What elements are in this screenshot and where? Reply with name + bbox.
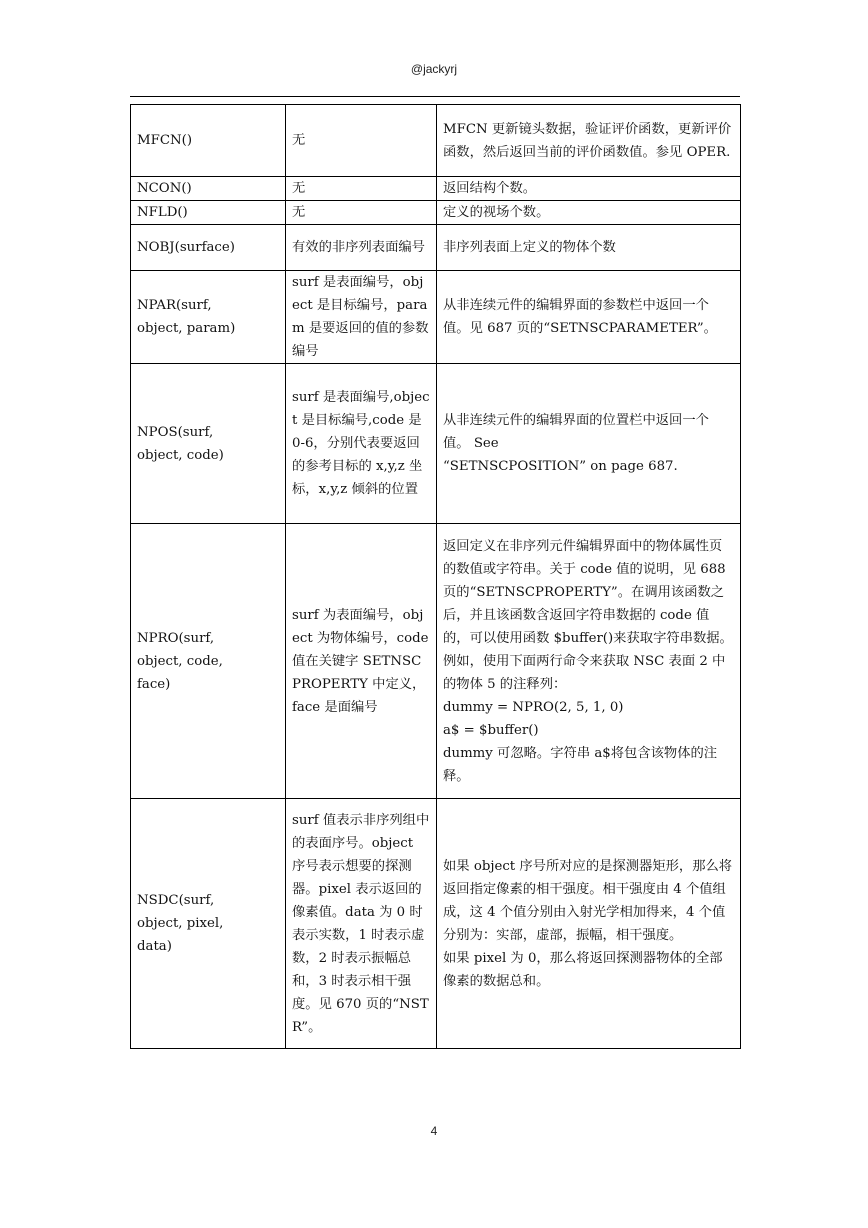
page-number: 4 xyxy=(430,1124,438,1138)
function-name-cell xyxy=(131,271,286,364)
description-text: 定义的视场个数。 xyxy=(443,205,550,220)
function-name-cell xyxy=(131,177,286,201)
function-name-cell xyxy=(131,524,286,799)
function-name: NPRO(surf, object, code, face) xyxy=(137,630,223,692)
table-row xyxy=(131,271,741,364)
function-name: NSDC(surf, object, pixel, data) xyxy=(137,893,224,954)
description-text: 非序列表面上定义的物体个数 xyxy=(443,240,616,255)
table-row xyxy=(131,225,741,271)
function-name: NCON() xyxy=(137,181,192,196)
parameter-cell xyxy=(286,271,437,364)
function-name: MFCN() xyxy=(137,133,193,148)
function-name-cell xyxy=(131,225,286,271)
parameter-text: 无 xyxy=(292,181,306,196)
function-name-cell xyxy=(131,105,286,177)
description-cell xyxy=(437,524,741,799)
description-text: 从非连续元件的编辑界面的参数栏中返回一个值。见 687 页的“SETNSCPARAMETER”。 xyxy=(443,298,717,336)
table-row xyxy=(131,524,741,799)
header-divider xyxy=(130,96,740,97)
description-cell xyxy=(437,201,741,225)
parameter-text: 无 xyxy=(292,205,306,220)
description-cell xyxy=(437,105,741,177)
table-row xyxy=(131,799,741,1049)
parameter-text: surf 是表面编号,object 是目标编号,code 是 0-6，分别代表要返回的参考目标的 x,y,z 坐标，x,y,z 倾斜的位置 xyxy=(292,390,430,497)
description-text: MFCN 更新镜头数据，验证评价函数，更新评价函数，然后返回当前的评价函数值。参见 OPER. xyxy=(443,121,732,160)
description-cell xyxy=(437,225,741,271)
parameter-cell xyxy=(286,105,437,177)
parameter-cell xyxy=(286,225,437,271)
description-text: 返回结构个数。 xyxy=(443,181,537,196)
function-name-cell xyxy=(131,364,286,524)
function-name: NPAR(surf, object, param) xyxy=(137,298,236,336)
parameter-text: surf 值表示非序列组中的表面序号。object 序号表示想要的探测器。pixel 表示返回的像素值。data 为 0 时表示实数，1 时表示虚数，2 时表示振幅总和，3 时表示相干强度。见 670 页的“NSTR”。 xyxy=(292,812,430,1035)
parameter-text: 无 xyxy=(292,133,306,148)
description-text: 如果 object 序号所对应的是探测器矩形，那么将返回指定像素的相干强度。相干强度由 4 个值组成，这 4 个值分别由入射光学相加得来，4 个值分别为：实部，虚部，振幅，相干强度。 如果 pixel 为 0，那么将返回探测器物体的全部像素的数据总和。 xyxy=(443,858,733,989)
function-name: NOBJ(surface) xyxy=(137,240,235,255)
description-cell xyxy=(437,799,741,1049)
parameter-text: surf 是表面编号，object 是目标编号，param 是要返回的值的参数编号 xyxy=(292,275,429,359)
function-name: NFLD() xyxy=(137,205,188,220)
parameter-text: 有效的非序列表面编号 xyxy=(292,240,425,255)
description-cell xyxy=(437,364,741,524)
parameter-cell xyxy=(286,201,437,225)
parameter-cell xyxy=(286,524,437,799)
function-name-cell xyxy=(131,799,286,1049)
table-row xyxy=(131,201,741,225)
parameter-cell xyxy=(286,364,437,524)
description-cell xyxy=(437,271,741,364)
table-row xyxy=(131,364,741,524)
function-name: NPOS(surf, object, code) xyxy=(137,424,224,463)
parameter-text: surf 为表面编号，object 为物体编号，code 值在关键字 SETNSCPROPERTY 中定义，face 是面编号 xyxy=(292,607,429,715)
function-table xyxy=(130,104,741,1049)
description-cell xyxy=(437,177,741,201)
parameter-cell xyxy=(286,799,437,1049)
description-text: 从非连续元件的编辑界面的位置栏中返回一个值。 See “SETNSCPOSITION” on page 687. xyxy=(443,413,709,474)
table-row xyxy=(131,177,741,201)
description-text: 返回定义在非序列元件编辑界面中的物体属性页的数值或字符串。关于 code 值的说明，见 688 页的“SETNSCPROPERTY”。在调用该函数之后，并且该函数含返回字符串数据的 code 值的，可以使用函数 $buffer()来获取字符串数据。例如，使用下面两行命令来获取 NSC 表面 2 中的物体 5 的注释列： dummy = NPRO(2, 5, 1, 0) a$ = $buffer() dummy 可忽略。字符串 a$将包含该物体的注释。 xyxy=(443,538,733,784)
table-row xyxy=(131,105,741,177)
function-name-cell xyxy=(131,201,286,225)
parameter-cell xyxy=(286,177,437,201)
page-header: @jackyrj xyxy=(410,62,458,76)
